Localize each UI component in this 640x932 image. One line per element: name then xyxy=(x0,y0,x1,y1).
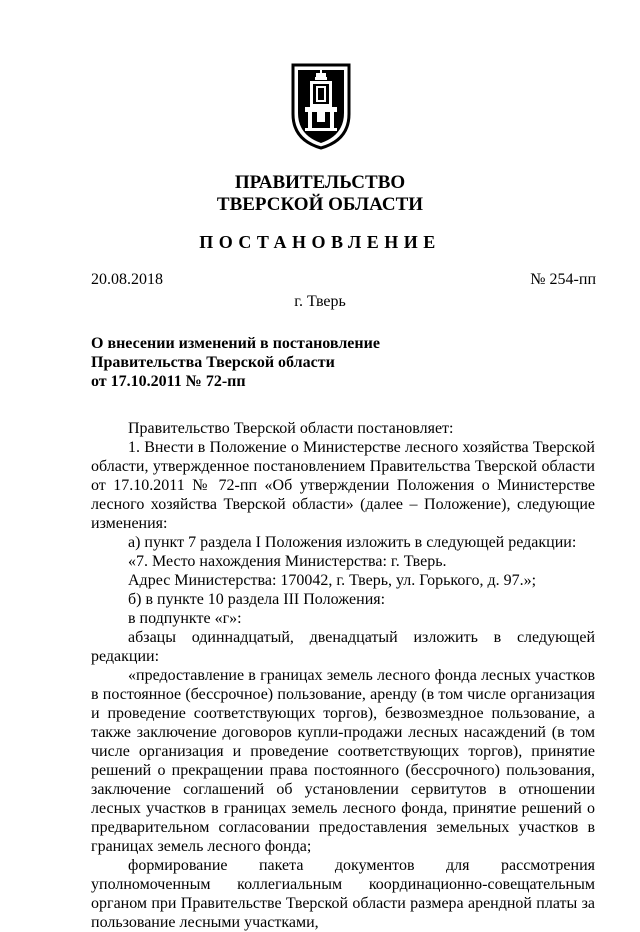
document-body xyxy=(91,419,595,932)
body-paragraph: «предоставление в границах земель лесного фонда лесных участков в постоянное (бессрочное) пользование, аренду (в том числе организация и проведение соответствующих торгов), безвозмездное пользование, а также заключение договоров купли-продажи лесных насаждений (в том числе организация и проведение соответствующих торгов), принятие решений о прекращении права постоянного (бессрочного) пользования, заключение соглашений об установлении сервитутов в отношении лесных участков в границах земель лесного фонда, принятие решений о предварительном согласовании предоставления земельных участков в границах земель лесного фонда; xyxy=(91,667,595,855)
body-paragraph: Адрес Министерства: 170042, г. Тверь, ул. Горького, д. 97.»; xyxy=(128,572,537,589)
body-paragraph: абзацы одиннадцатый, двенадцатый изложить в следующей редакции: xyxy=(91,629,595,665)
government-name xyxy=(0,172,640,216)
body-paragraph: «7. Место нахождения Министерства: г. Тверь. xyxy=(128,553,447,570)
body-paragraph: б) в пункте 10 раздела III Положения: xyxy=(128,591,386,608)
subject-line-3: от 17.10.2011 № 72-пп xyxy=(91,373,246,390)
document-number: № 254-пп xyxy=(530,271,596,288)
org-line-2: ТВЕРСКОЙ ОБЛАСТИ xyxy=(216,194,424,215)
document-city: г. Тверь xyxy=(294,293,346,310)
document-type: ПОСТАНОВЛЕНИЕ xyxy=(199,232,441,252)
org-line-1: ПРАВИТЕЛЬСТВО xyxy=(234,172,406,193)
document-subject xyxy=(91,334,380,391)
body-paragraph: 1. Внести в Положение о Министерстве лесного хозяйства Тверской области, утвержденное постановлением Правительства Тверской области от 17.10.2011 № 72-пп «Об утверждении Положения о Министерстве лесного хозяйства Тверской области» (далее – Положение), следующие изменения: xyxy=(91,439,595,532)
subject-line-2: Правительства Тверской области xyxy=(91,354,335,371)
body-paragraph: а) пункт 7 раздела I Положения изложить в следующей редакции: xyxy=(128,534,577,551)
document-date: 20.08.2018 xyxy=(91,271,163,288)
subject-line-1: О внесении изменений в постановление xyxy=(91,335,380,352)
body-paragraph: формирование пакета документов для рассмотрения уполномоченным коллегиальным координационно-совещательным органом при Правительстве Тверской области размера арендной платы за пользование лесными участками, xyxy=(91,857,595,931)
body-paragraph: Правительство Тверской области постановляет: xyxy=(128,420,454,437)
tver-coat-of-arms-icon xyxy=(290,62,352,150)
body-paragraph: в подпункте «г»: xyxy=(128,610,242,627)
